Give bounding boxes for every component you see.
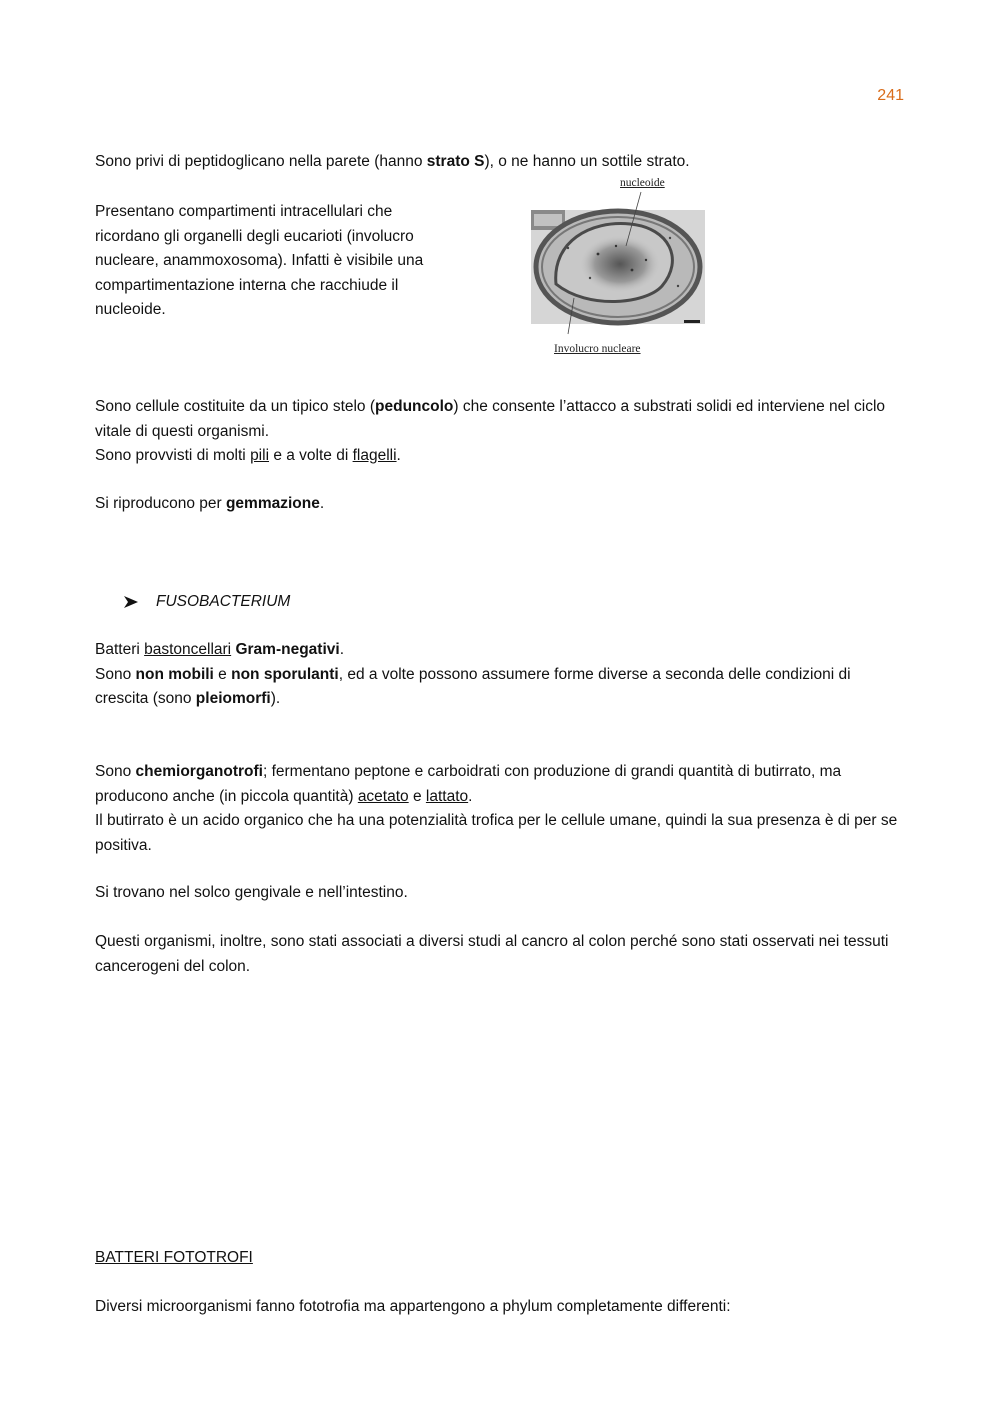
bullet-label: FUSOBACTERIUM [156,593,291,610]
text: Il butirrato è un acido organico che ha una potenzialità trofica per le cellule umane, quindi la sua presenza è di per se positiva. [95,812,898,854]
text: . [396,447,401,464]
arrowhead-bullet-icon [124,596,138,608]
bold-text: gemmazione [225,495,320,512]
underlined-text: lattato [425,787,469,805]
text: . [468,787,473,805]
text: Sono [95,665,136,683]
text-line: compartimentazione interna che racchiude il [95,276,399,294]
text: e [408,787,426,805]
paragraph-compartments [95,200,475,323]
underlined-text: bastoncellari [144,641,232,658]
paragraph-chemiorganotrofi [95,760,907,858]
bold-text: non mobili [135,665,214,683]
text: Batteri [95,641,145,658]
bold-text: peduncolo [375,398,454,415]
text: e [213,665,232,683]
text: ; fermentano peptone e carboidrati con produzione di grandi quantità di butirrato, ma producono anche (in piccola quantità) [95,763,842,805]
figure-label-involucro-nucleare: Involucro nucleare [554,343,641,355]
paragraph-gemmazione [95,492,907,517]
text: Si riproducono per [95,495,226,512]
paragraph-habitat: Si trovano nel solco gengivale e nell’intestino. [95,884,408,901]
bold-text: strato S [426,153,485,170]
underlined-text: flagelli [352,447,397,464]
text-line: ricordano gli organelli degli eucarioti (involucro [95,227,414,245]
figure-label-nucleoide: nucleoide [620,177,665,189]
text: Sono provvisti di molti [95,447,251,464]
bold-text: chemiorganotrofi [135,763,263,780]
text: ). [270,690,281,707]
text: Sono [95,763,136,780]
micrograph-image [528,174,708,358]
underlined-text: pili [250,447,270,464]
paragraph-strato-s [95,150,907,175]
text-line: nucleare, anammoxosoma). Infatti è visibile una [95,252,424,269]
text: , ed a volte possono assumere forme diverse a seconda delle condizioni di crescita (sono [95,665,851,707]
paragraph-peduncolo [95,395,907,469]
bullet-item [124,590,290,615]
text-line: nucleoide. [95,301,166,318]
bold-text: Gram-negativi [235,641,340,658]
bold-text: non sporulanti [231,665,339,683]
text-line: Presentano compartimenti intracellulari che [95,203,393,220]
paragraph-fototrofia: Diversi microorganismi fanno fototrofia ma appartengono a phylum completamente differenti: [95,1298,731,1315]
paragraph-fusobacterium [95,638,907,712]
text: Sono privi di peptidoglicano nella parete (hanno [95,153,427,170]
page-number: 241 [877,87,904,104]
text: ), o ne hanno un sottile strato. [484,153,690,170]
text: . [339,641,344,658]
micrograph-figure [528,174,708,358]
text: e a volte di [269,447,353,464]
text: Sono cellule costituite da un tipico stelo ( [95,398,376,415]
section-heading: BATTERI FOTOTROFI [95,1249,253,1266]
bold-text: pleiomorfi [195,690,271,707]
text: . [319,495,325,512]
underlined-text: acetato [357,787,409,805]
paragraph-cancro: Questi organismi, inoltre, sono stati associati a diversi studi al cancro al colon perché sono stati osservati nei tessuti cancerogeni del colon. [95,933,889,975]
text: ) che consente l’attacco a substrati solidi ed interviene nel ciclo vitale di questi organismi. [95,398,886,440]
